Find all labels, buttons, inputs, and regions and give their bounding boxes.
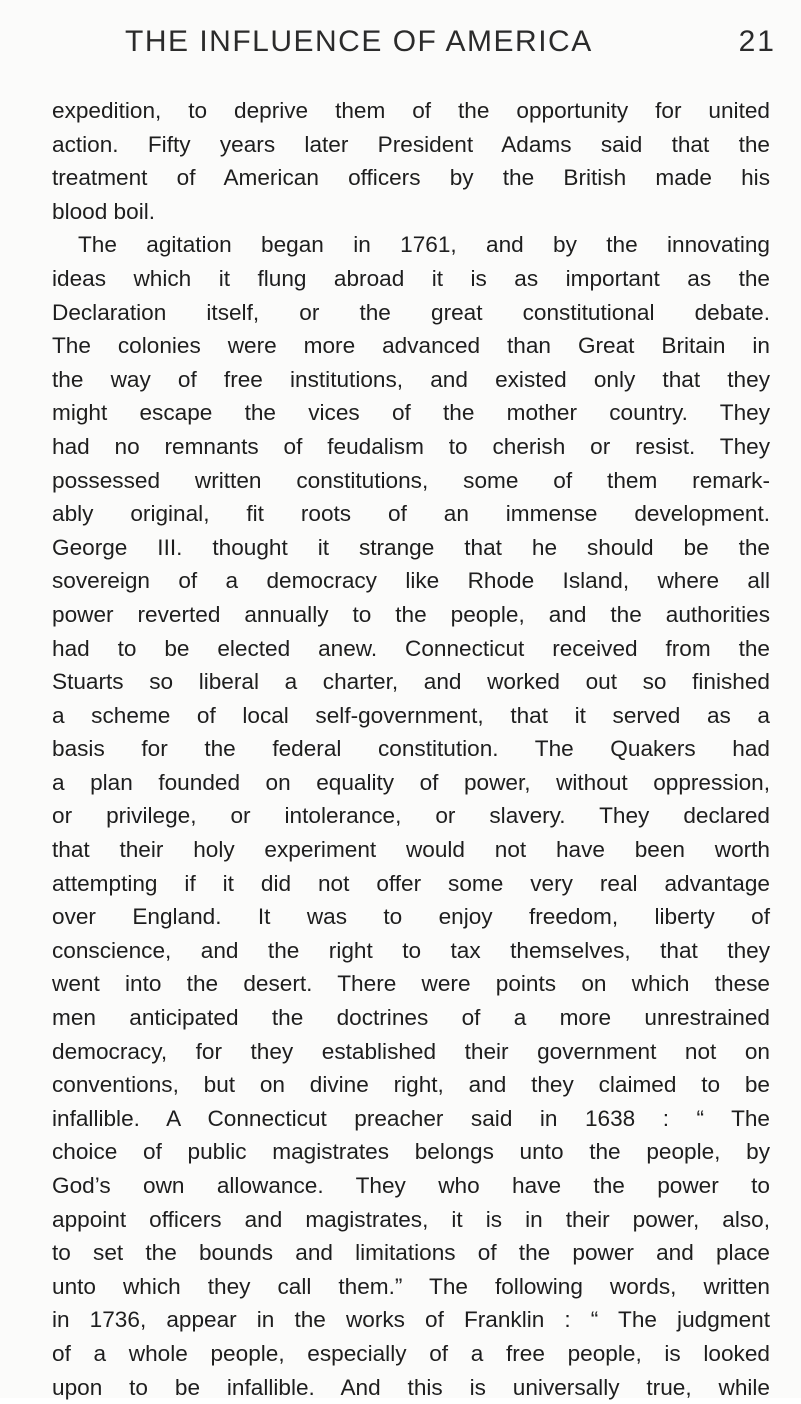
text-line: conscience, and the right to tax themselves, that they	[52, 937, 770, 963]
text-line: in 1736, appear in the works of Franklin : “ The judgment	[52, 1307, 770, 1333]
text-line: the way of free institutions, and existed only that they	[52, 366, 770, 392]
text-line: The colonies were more advanced than Great Britain in	[52, 333, 770, 359]
text-line: Stuarts so liberal a charter, and worked out so finished	[52, 669, 770, 695]
text-line: action. Fifty years later President Adams said that the	[52, 131, 770, 157]
text-line: God’s own allowance. They who have the power to	[52, 1173, 770, 1198]
text-line: George III. thought it strange that he should be the	[52, 534, 770, 560]
text-line: sovereign of a democracy like Rhode Island, where all	[52, 568, 770, 594]
text-line: ably original, fit roots of an immense development.	[52, 501, 770, 527]
text-line: went into the desert. There were points on which these	[52, 971, 770, 997]
text-line: democracy, for they established their government not on	[52, 1038, 770, 1064]
text-line: had no remnants of feudalism to cherish or resist. They	[52, 433, 770, 459]
text-line: basis for the federal constitution. The Quakers had	[52, 736, 770, 762]
text-line: Declaration itself, or the great constitutional debate.	[52, 299, 770, 325]
text-line: that their holy experiment would not have been worth	[52, 837, 770, 863]
text-line: might escape the vices of the mother country. They	[52, 400, 770, 426]
text-line: choice of public magistrates belongs unto the people, by	[52, 1139, 770, 1165]
text-line: unto which they call them.” The following words, written	[52, 1273, 770, 1299]
text-line: of a whole people, especially of a free people, is looked	[52, 1340, 770, 1366]
text-line: ideas which it flung abroad it is as important as the	[52, 265, 770, 291]
text-line: power reverted annually to the people, and the authorities	[52, 601, 770, 627]
text-line: The agitation began in 1761, and by the innovating	[78, 232, 770, 258]
running-title: THE INFLUENCE OF AMERICA	[125, 25, 593, 58]
text-line: upon to be infallible. And this is universally true, while	[52, 1374, 770, 1400]
text-line: or privilege, or intolerance, or slavery. They declared	[52, 803, 770, 829]
text-line: attempting if it did not offer some very real advantage	[52, 870, 770, 896]
text-line: a scheme of local self-government, that it served as a	[52, 702, 770, 728]
text-line: infallible. A Connecticut preacher said in 1638 : “ The	[52, 1105, 770, 1131]
text-line: expedition, to deprive them of the opportunity for united	[52, 98, 770, 123]
text-line: over England. It was to enjoy freedom, liberty of	[52, 904, 770, 930]
text-line: a plan founded on equality of power, without oppression,	[52, 769, 770, 795]
text-line: to set the bounds and limitations of the power and place	[52, 1240, 770, 1266]
text-line: possessed written constitutions, some of them remark-	[52, 467, 770, 493]
text-line: conventions, but on divine right, and they claimed to be	[52, 1072, 770, 1098]
running-head	[52, 22, 776, 62]
page-number: 21	[738, 25, 776, 58]
text-line: blood boil.	[52, 198, 156, 224]
text-line: appoint officers and magistrates, it is in their power, also,	[52, 1206, 770, 1232]
text-line: men anticipated the doctrines of a more unrestrained	[52, 1005, 770, 1031]
text-line: had to be elected anew. Connecticut received from the	[52, 635, 770, 661]
body-text	[52, 94, 770, 1404]
text-line: treatment of American officers by the British made his	[52, 165, 770, 191]
